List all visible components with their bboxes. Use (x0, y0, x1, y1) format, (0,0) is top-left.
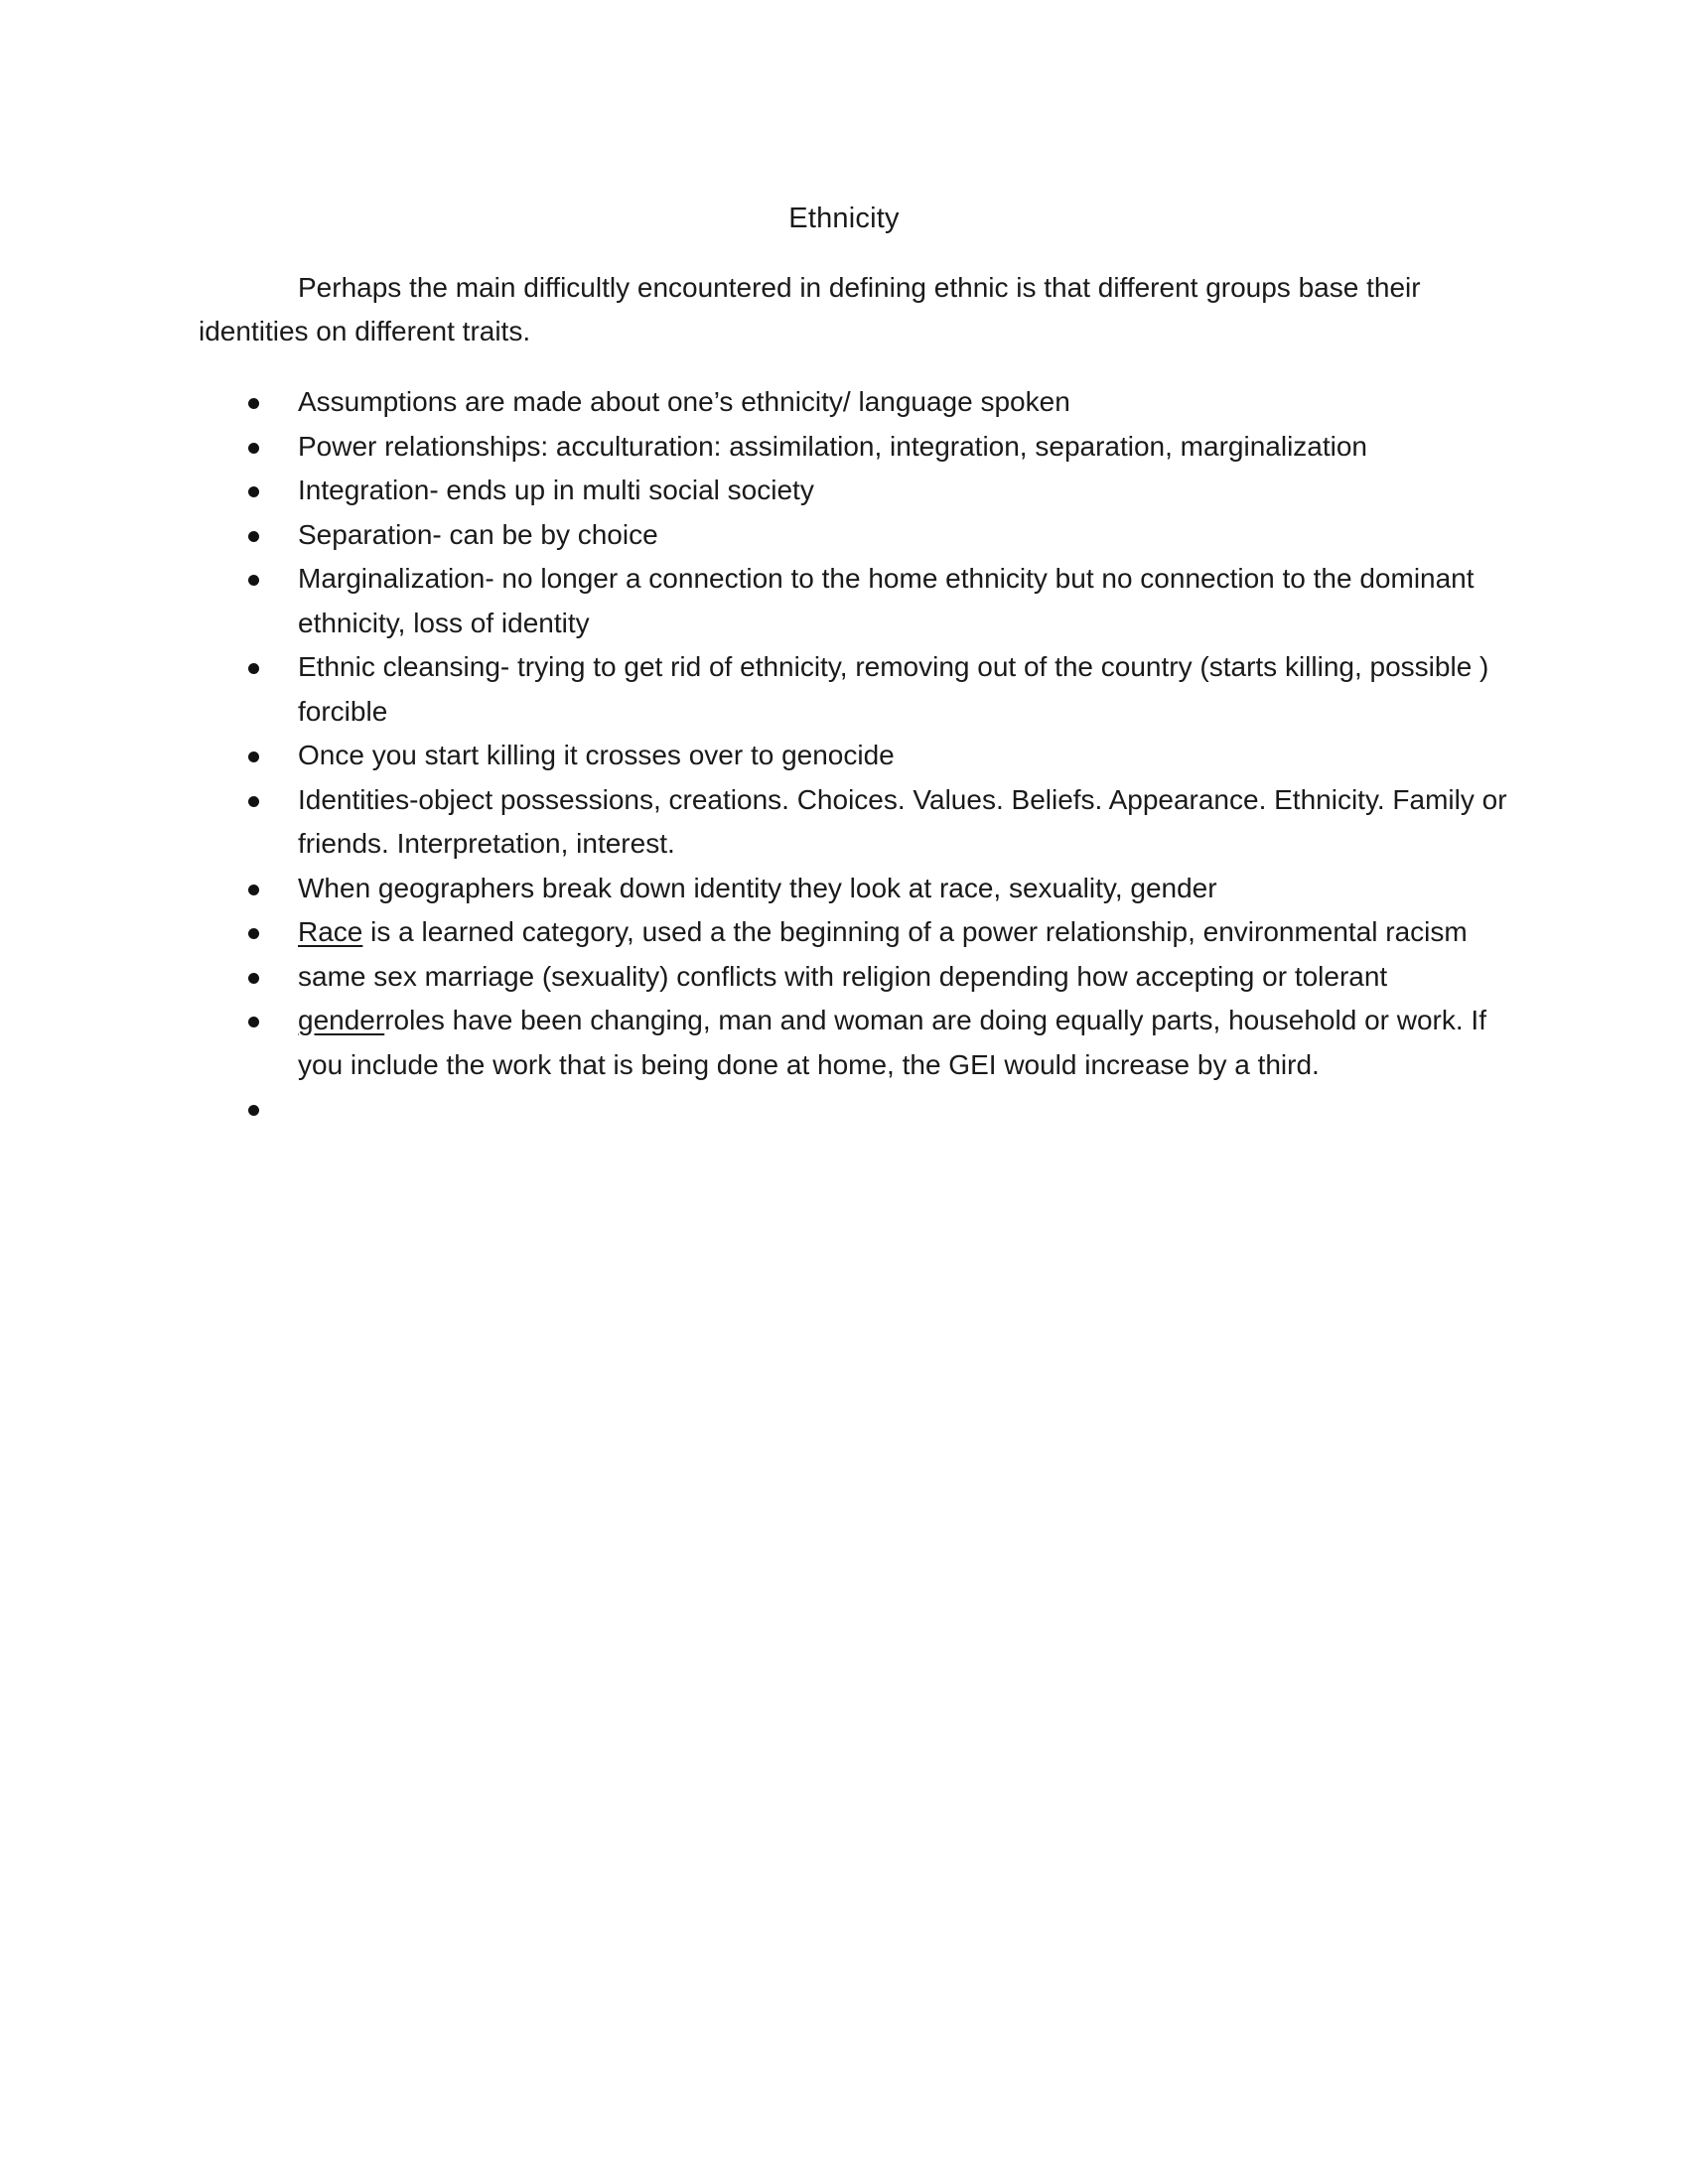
underlined-term: Race (298, 916, 363, 947)
bullet-icon (248, 751, 259, 762)
bullet-icon (248, 486, 259, 497)
bullet-icon (248, 1017, 259, 1027)
bullet-icon (248, 885, 259, 895)
bullet-icon (248, 443, 259, 454)
list-item (199, 999, 1529, 1087)
bullet-icon (248, 531, 259, 542)
bullet-list (199, 380, 1529, 1132)
bullet-icon (248, 1105, 259, 1116)
list-item-text: Power relationships: acculturation: assimilation, integration, separation, marginalization (298, 430, 1368, 462)
list-item (199, 955, 1529, 1000)
list-item (199, 778, 1529, 867)
bullet-icon (248, 928, 259, 939)
list-item-empty (199, 1087, 1529, 1132)
list-item-text: Assumptions are made about one’s ethnicity/ language spoken (298, 386, 1070, 417)
list-item-text: Once you start killing it crosses over to genocide (298, 740, 895, 770)
list-item-text: same sex marriage (sexuality) conflicts with religion depending how accepting or tolerant (298, 960, 1388, 992)
list-item (199, 557, 1529, 645)
list-item (199, 734, 1529, 778)
document-title: Ethnicity (788, 203, 900, 234)
list-item-text: roles have been changing, man and woman are doing equally parts, household or work. If you include the work that is being done at home, the GEI would increase by a third. (298, 1005, 1486, 1080)
list-item-text: Identities-object possessions, creations. Choices. Values. Beliefs. Appearance. Ethnicity. Family or friends. Interpretation, interest. (298, 783, 1507, 859)
list-item-text: Marginalization- no longer a connection to the home ethnicity but no connection to the dominant ethnicity, loss of identity (298, 563, 1475, 638)
bullet-icon (248, 796, 259, 807)
bullet-icon (248, 398, 259, 409)
bullet-icon (248, 575, 259, 586)
list-item-text: When geographers break down identity they look at race, sexuality, gender (298, 872, 1217, 903)
list-item-text: Separation- can be by choice (298, 518, 658, 550)
list-item (199, 513, 1529, 558)
list-item (199, 645, 1529, 734)
list-item-text: Integration- ends up in multi social society (298, 475, 814, 505)
bullet-icon (248, 663, 259, 674)
list-item (199, 469, 1529, 513)
bullet-icon (248, 973, 259, 984)
underlined-term: gender (298, 1005, 385, 1035)
list-item-text: Ethnic cleansing- trying to get rid of ethnicity, removing out of the country (starts killing, possible ) forcible (298, 651, 1489, 727)
list-item (199, 910, 1529, 955)
list-item (199, 867, 1529, 911)
list-item (199, 380, 1529, 425)
list-item-text: is a learned category, used a the beginning of a power relationship, environmental racism (362, 916, 1468, 947)
list-item (199, 425, 1529, 470)
intro-paragraph: Perhaps the main difficultly encountered in defining ethnic is that different groups base their identities on different traits. (199, 272, 1421, 346)
